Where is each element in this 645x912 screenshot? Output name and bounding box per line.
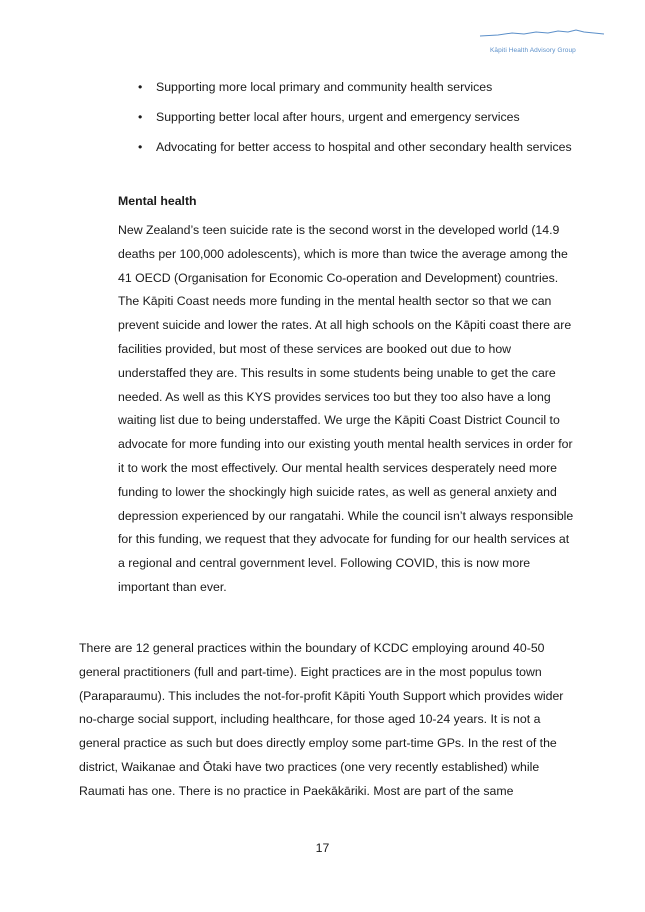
bullet-item: • Advocating for better access to hospital and other secondary health services <box>138 136 578 160</box>
header-logo <box>478 24 606 60</box>
bullet-list <box>138 76 578 165</box>
bullet-item: • Supporting better local after hours, urgent and emergency services <box>138 106 578 130</box>
general-practices-paragraph: There are 12 general practices within the boundary of KCDC employing around 40-50 general practitioners (full and part-time). Eight practices are in the most populus town (Paraparaumu). This includes the not-for-profit Kāpiti Youth Support which provides wider no-charge social support, including healthcare, for those aged 10-24 years. It is not a general practice as such but does directly employ some part-time GPs. In the rest of the district, Waikanae and Ōtaki have two practices (one very recently established) while Raumati has one. There is no practice in Paekākāriki. Most are part of the same <box>79 641 564 798</box>
mountain-line-icon <box>478 24 606 44</box>
bullet-item: • Supporting more local primary and community health services <box>138 76 578 100</box>
logo-text: Kāpiti Health Advisory Group <box>490 47 576 54</box>
section-heading-mental-health: Mental health <box>118 194 197 208</box>
page-number: 17 <box>315 841 330 855</box>
mental-health-paragraph: New Zealand’s teen suicide rate is the second worst in the developed world (14.9 deaths per 100,000 adolescents), which is more than twice the average among the 41 OECD (Organisation for Economic Co-operation and Development) countries. The Kāpiti Coast needs more funding in the mental health sector so that we can prevent suicide and lower the rates. At all high schools on the Kāpiti coast there are facilities provided, but most of these services are booked out due to how understaffed they are. This results in some students being unable to get the care needed. As well as this KYS provides services too but they too also have a long waiting list due to being understaffed. We urge the Kāpiti Coast District Council to advocate for more funding into our existing youth mental health services in order for it to work the most effectively. Our mental health services desperately need more funding to lower the shockingly high suicide rates, as well as general anxiety and depression experienced by our rangatahi. While the council isn’t always responsible for this funding, we request that they advocate for funding for our health services at a regional and central government level. Following COVID, this is now more important than ever. <box>118 223 574 594</box>
